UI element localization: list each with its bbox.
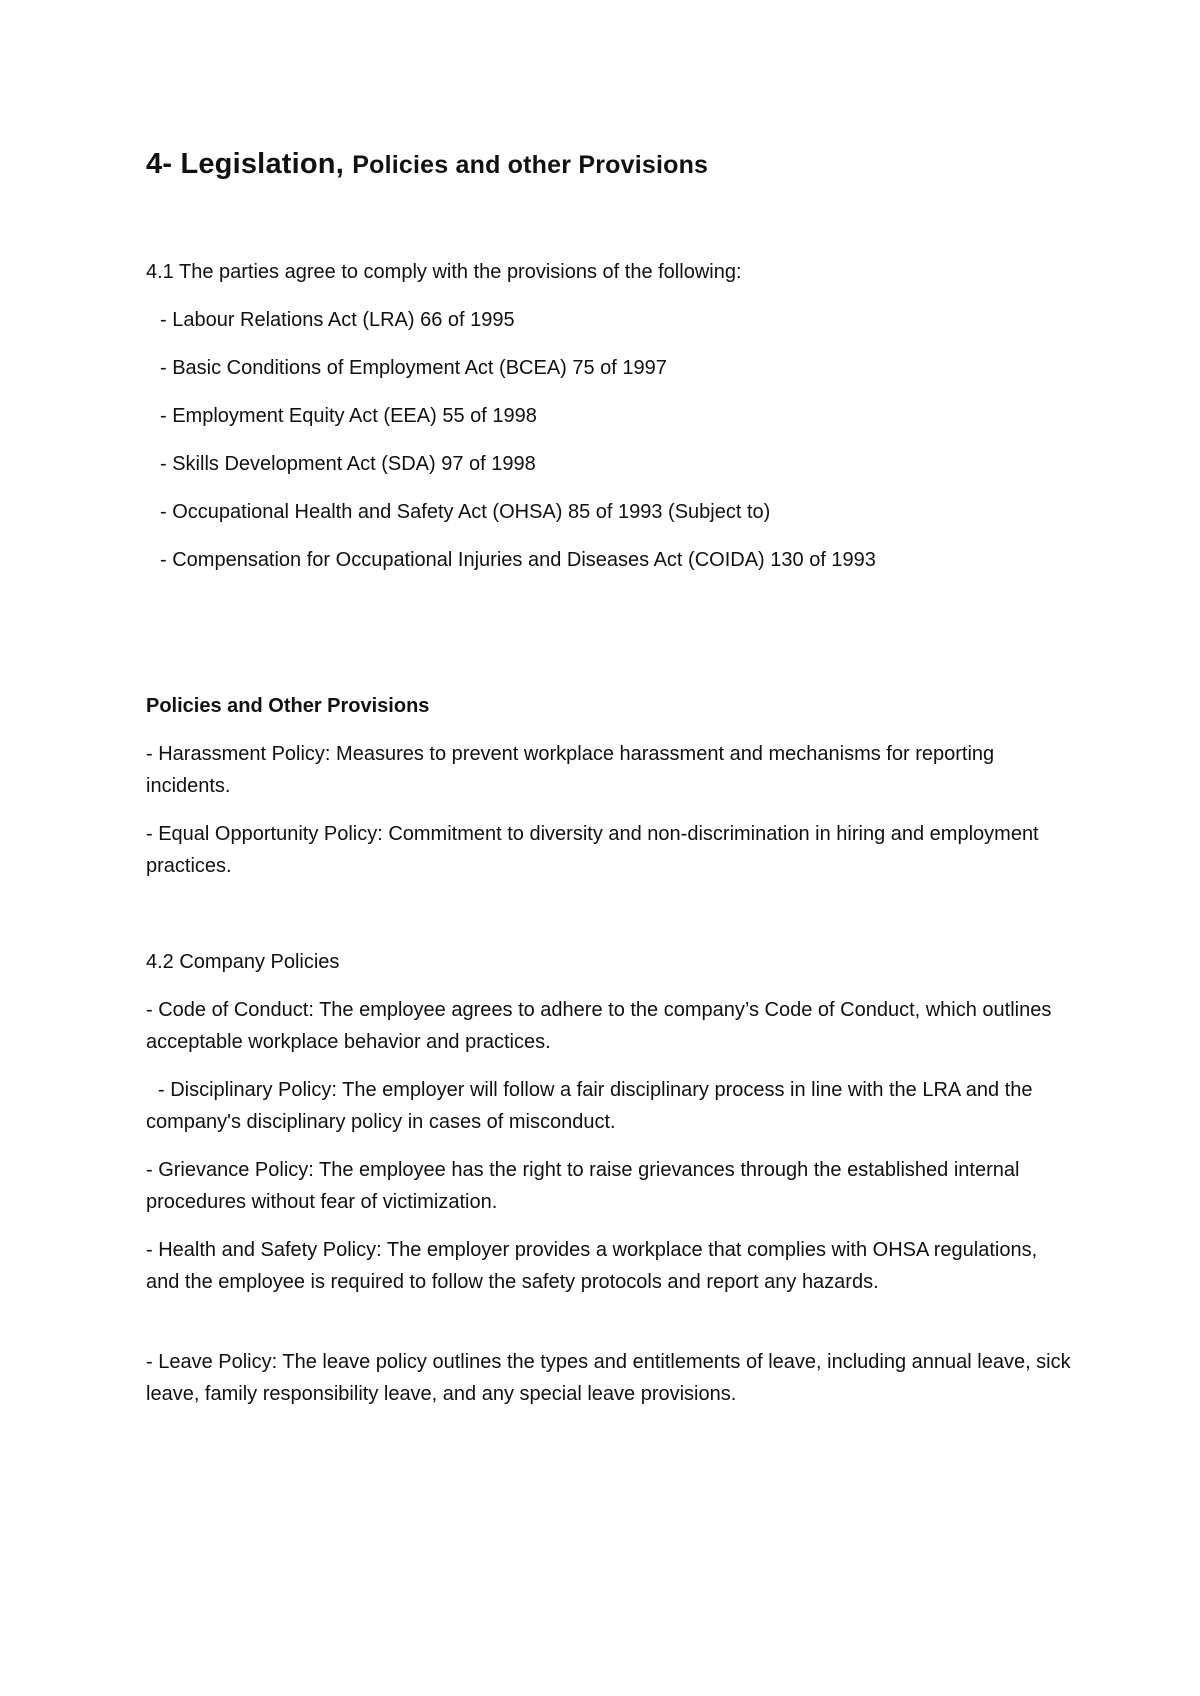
policy-code-of-conduct: - Code of Conduct: The employee agrees to adhere to the company’s Code of Conduct, which outlines acceptable workplace behavior and practices. bbox=[146, 999, 1052, 1053]
policy-grievance: - Grievance Policy: The employee has the right to raise grievances through the established internal procedures without fear of victimization. bbox=[146, 1159, 1020, 1213]
policy-equal-opportunity: - Equal Opportunity Policy: Commitment to diversity and non-discrimination in hiring and employment practices. bbox=[146, 823, 1039, 877]
clause-4-2-title: 4.2 Company Policies bbox=[146, 951, 340, 973]
policy-harassment: - Harassment Policy: Measures to prevent workplace harassment and mechanisms for reporting incidents. bbox=[146, 743, 995, 797]
section-heading-sub: Policies and other Provisions bbox=[352, 151, 709, 179]
clause-4-1-intro: 4.1 The parties agree to comply with the provisions of the following: bbox=[146, 261, 742, 283]
legislation-item-sda: - Skills Development Act (SDA) 97 of 1998 bbox=[160, 453, 536, 475]
policies-title: Policies and Other Provisions bbox=[146, 695, 430, 717]
policy-leave: - Leave Policy: The leave policy outlines the types and entitlements of leave, including annual leave, sick leave, family responsibility leave, and any special leave provisions. bbox=[146, 1351, 1071, 1405]
legislation-item-bcea: - Basic Conditions of Employment Act (BCEA) 75 of 1997 bbox=[160, 357, 667, 379]
policy-disciplinary: - Disciplinary Policy: The employer will follow a fair disciplinary process in line with the LRA and the company's disciplinary policy in cases of misconduct. bbox=[146, 1079, 1033, 1133]
legislation-item-ohsa: - Occupational Health and Safety Act (OHSA) 85 of 1993 (Subject to) bbox=[160, 501, 771, 523]
section-heading-main: 4- Legislation, bbox=[146, 148, 344, 180]
policy-health-safety: - Health and Safety Policy: The employer provides a workplace that complies with OHSA regulations, and the employee is required to follow the safety protocols and report any hazards. bbox=[146, 1239, 1038, 1293]
legislation-item-eea: - Employment Equity Act (EEA) 55 of 1998 bbox=[160, 405, 537, 427]
legislation-item-coida: - Compensation for Occupational Injuries and Diseases Act (COIDA) 130 of 1993 bbox=[160, 549, 876, 571]
section-heading bbox=[146, 148, 708, 181]
legislation-item-lra: - Labour Relations Act (LRA) 66 of 1995 bbox=[160, 309, 515, 331]
